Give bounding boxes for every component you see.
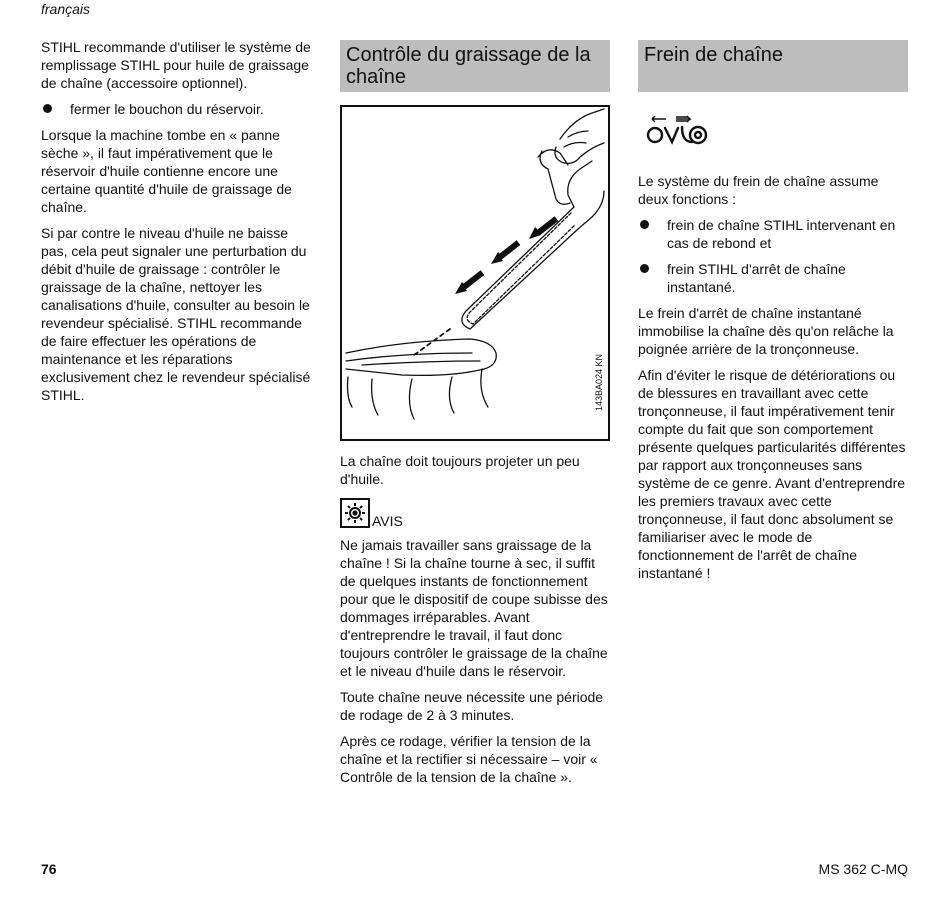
bullet-item: [638, 260, 908, 296]
figure-code: 143BA024 KN: [594, 353, 604, 411]
chainsaw-illustration-icon: [342, 107, 608, 439]
bullet-text: frein de chaîne STIHL intervenant en cas de rebond et: [667, 217, 896, 251]
page-number: 76: [41, 861, 57, 877]
bullet-text: fermer le bouchon du réservoir.: [70, 101, 264, 117]
language-label: français: [41, 1, 91, 17]
paragraph: Le système du frein de chaîne assume deux fonctions :: [638, 173, 879, 207]
chain-brake-icon: [646, 114, 908, 150]
model-name: MS 362 C-MQ: [818, 861, 908, 877]
column-1: [41, 38, 313, 412]
paragraph: Si par contre le niveau d'huile ne baisse pas, cela peut signaler une perturbation du débit d'huile de graissage : contrôler le graissage de la chaîne, nettoyer les canalisations d'huile, consulter au besoin le revendeur spécialisé. STIHL recommande de faire effectuer les opérations de maintenance et les réparations exclusivement chez le revendeur spécialisé STIHL.: [41, 225, 311, 403]
gear-warning-icon: [340, 498, 370, 528]
bullet-item: [638, 216, 908, 252]
paragraph: Le frein d'arrêt de chaîne instantané immobilise la chaîne dès qu'on relâche la poignée arrière de la tronçonneuse.: [638, 305, 894, 357]
paragraph: Toute chaîne neuve nécessite une période de rodage de 2 à 3 minutes.: [340, 689, 604, 723]
chainsaw-lubrication-figure: [340, 105, 610, 441]
paragraph: STIHL recommande d'utiliser le système de remplissage STIHL pour huile de graissage de chaîne (accessoire optionnel).: [41, 39, 311, 91]
avis-label: AVIS: [372, 513, 403, 529]
paragraph: Ne jamais travailler sans graissage de la chaîne ! Si la chaîne tourne à sec, il suffit de quelques instants de fonctionnement pour que le dispositif de coupe subisse des dommages irréparables. Avant d'entreprendre le travail, il faut donc toujours contrôler le graissage de la chaîne et le niveau d'huile dans le réservoir.: [340, 537, 608, 679]
bullet-item: [41, 100, 313, 118]
bullet-icon: [43, 104, 52, 113]
column-3: [638, 38, 908, 590]
figure-caption: La chaîne doit toujours projeter un peu d'huile.: [340, 453, 580, 487]
column-2: [340, 38, 610, 794]
paragraph: Afin d'éviter le risque de détériorations ou de blessures en travaillant avec cette tronçonneuse, il faut impérativement tenir compte du fait que son comportement présente quelques particularités différentes par rapport aux tronçonneuses sans système de ce genre. Avant d'entreprendre les premiers travaux avec cette tronçonneuse, il faut donc absolument se familiariser avec le mode de fonctionnement de l'arrêt de chaîne instantané !: [638, 367, 906, 581]
paragraph: Lorsque la machine tombe en « panne sèche », il faut impérativement que le réservoir d'huile contienne encore une certaine quantité d'huile de graissage de chaîne.: [41, 127, 292, 215]
avis-notice: [340, 498, 610, 528]
paragraph: Après ce rodage, vérifier la tension de la chaîne et la rectifier si nécessaire – voir « Contrôle de la tension de la chaîne ».: [340, 733, 598, 785]
section-heading-chain-brake: Frein de chaîne: [638, 40, 908, 92]
bullet-icon: [640, 264, 649, 273]
bullet-text: frein STIHL d'arrêt de chaîne instantané.: [667, 261, 846, 295]
section-heading-lubrication: Contrôle du graissage de la chaîne: [340, 40, 610, 92]
bullet-icon: [640, 220, 649, 229]
